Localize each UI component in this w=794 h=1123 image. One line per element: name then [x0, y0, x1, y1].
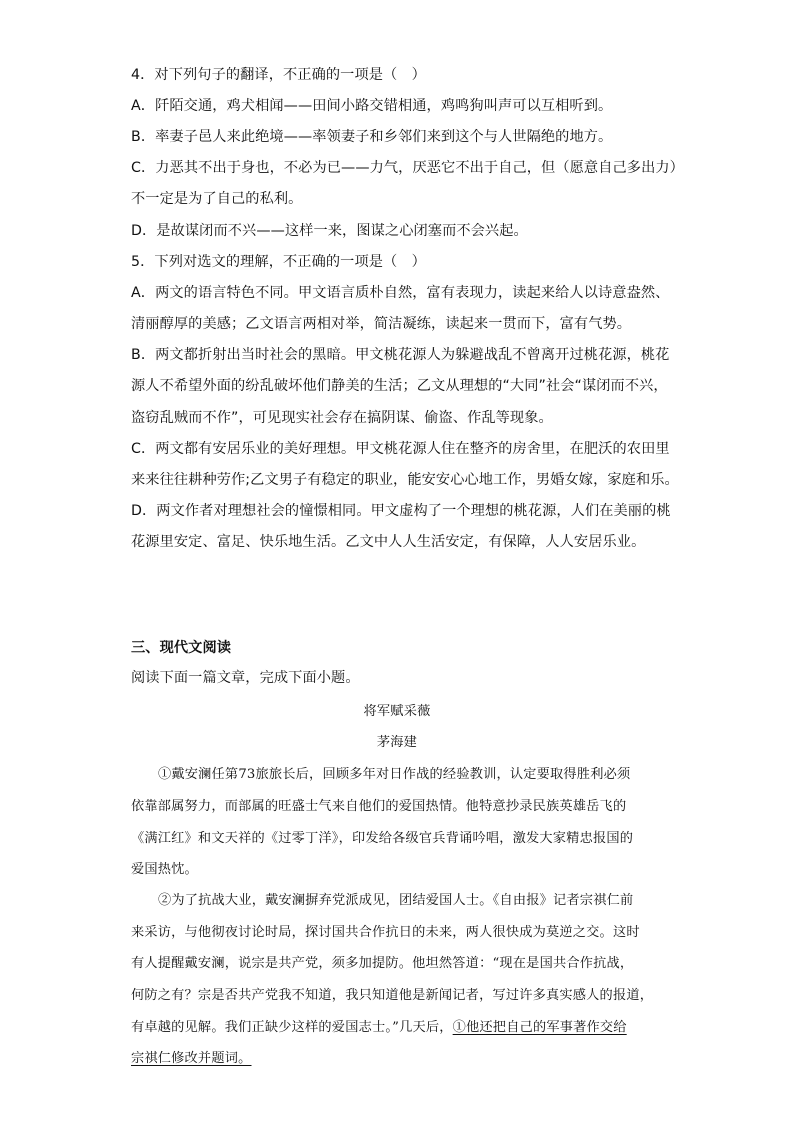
q4-stem: 4．对下列句子的翻译，不正确的一项是（ ）: [131, 67, 426, 83]
section-heading: 三、现代文阅读: [131, 640, 232, 656]
q4-option-c-line1: C．力恶其不出于身也，不必为已——力气，厌恶它不出于自己，但（愿意自己多出力）: [131, 160, 684, 176]
section-intro: 阅读下面一篇文章，完成下面小题。: [131, 670, 360, 686]
q5-option-a-line2: 清丽醇厚的美感；乙文语言两相对举，简洁凝练，读起来一贯而下，富有气势。: [131, 316, 632, 332]
q5-option-a-line1: A．两文的语言特色不同。甲文语言质朴自然，富有表现力，读起来给人以诗意盎然、: [131, 285, 670, 301]
paragraph-2-line2: 来采访，与他彻夜讨论时局，探讨国共合作抗日的未来，两人很快成为莫逆之交。这时: [131, 925, 640, 940]
paragraph-1-line4: 爱国热忱。: [131, 862, 198, 877]
q4-option-d: D．是故谋闭而不兴——这样一来，图谋之心闭塞而不会兴起。: [131, 223, 528, 239]
underlined-sentence-part1: ①他还把自己的军事著作交给: [452, 1020, 627, 1035]
q5-option-c-line1: C．两文都有安居乐业的美好理想。甲文桃花源人住在整齐的房舍里，在肥沃的农田里: [131, 441, 670, 457]
underlined-sentence-part2: 宗祺仁修改并题词。: [131, 1051, 252, 1066]
paragraph-2-line5-text: 有卓越的见解。我们正缺少这样的爱国志士。”几天后，: [131, 1020, 453, 1035]
q5-option-d-line2: 花源里安定、富足、快乐地生活。乙文中人人生活安定，有保障，人人安居乐业。: [131, 534, 646, 550]
q5-option-d-line1: D．两文作者对理想社会的憧憬相同。甲文虚构了一个理想的桃花源，人们在美丽的桃: [131, 503, 671, 519]
q4-option-b: B．率妻子邑人来此绝境——率领妻子和乡邻们来到这个与人世隔绝的地方。: [131, 129, 613, 145]
q4-option-c-line2: 不一定是为了自己的私利。: [131, 191, 303, 207]
article-author: 茅海建: [376, 735, 418, 750]
paragraph-2-line1: ②为了抗战大业，戴安澜摒弃党派成见，团结爱国人士。《自由报》记者宗祺仁前: [158, 893, 634, 908]
paragraph-1-line3: 《满江红》和文天祥的《过零丁洋》，印发给各级官兵背诵吟唱，激发大家精忠报国的: [131, 831, 634, 846]
article-title: 将军赋采薇: [363, 704, 431, 719]
q4-option-a: A．阡陌交通，鸡犬相闻——田间小路交错相通，鸡鸣狗叫声可以互相听到。: [131, 98, 613, 114]
paragraph-1-line2: 依靠部属努力，而部属的旺盛士气来自他们的爱国热情。他特意抄录民族英雄岳飞的: [131, 799, 627, 814]
paragraph-2-line5: [131, 1018, 627, 1038]
q5-stem: 5．下列对选文的理解，不正确的一项是（ ）: [131, 254, 426, 270]
paragraph-2-line3: 有人提醒戴安澜，说宗是共产党，须多加提防。他坦然答道：“现在是国共合作抗战，: [131, 956, 634, 971]
paragraph-1-line1: ①戴安澜任第73旅旅长后，回顾多年对日作战的经验教训，认定要取得胜利必须: [158, 767, 631, 782]
q5-option-b-line2: 源人不希望外面的纷乱破坏他们静美的生活；乙文从理想的“大同”社会“谋闭而不兴，: [131, 378, 668, 394]
paragraph-2-line4: 何防之有？宗是否共产党我不知道，我只知道他是新闻记者，写过许多真实感人的报道，: [131, 988, 654, 1003]
q5-option-c-line2: 来来往往耕种劳作;乙文男子有稳定的职业，能安安心心地工作，男婚女嫁，家庭和乐。: [131, 472, 679, 488]
q5-option-b-line1: B．两文都折射出当时社会的黑暗。甲文桃花源人为躲避战乱不曾离开过桃花源，桃花: [131, 347, 670, 363]
q5-option-b-line3: 盗窃乱贼而不作”，可见现实社会存在搞阴谋、偷盗、作乱等现象。: [131, 410, 553, 426]
